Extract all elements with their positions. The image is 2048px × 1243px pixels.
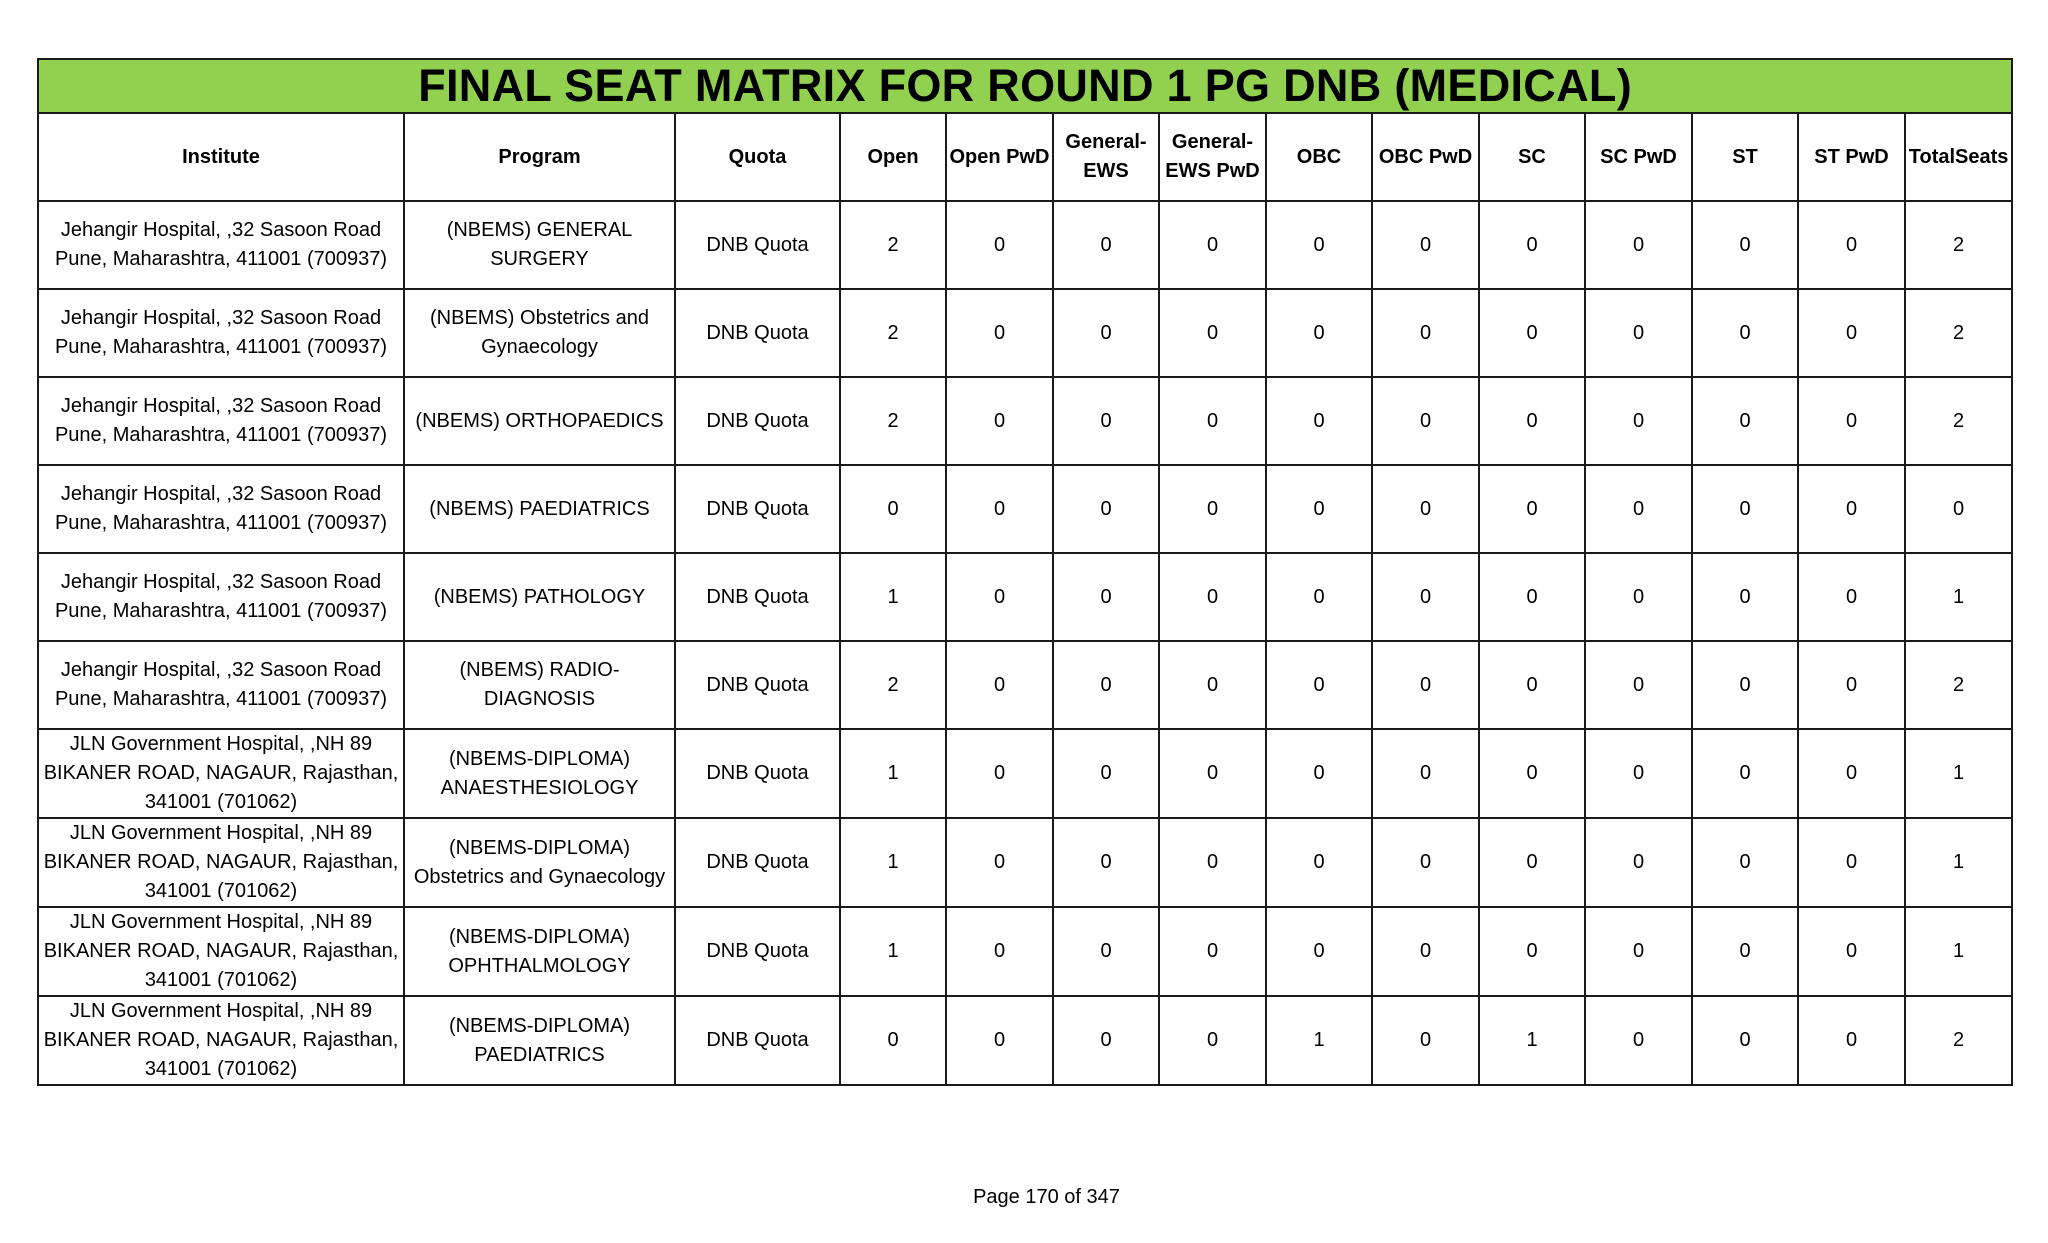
cell-open: 0 [840, 465, 946, 553]
seat-matrix-sheet [37, 58, 2011, 1086]
cell-open-pwd: 0 [946, 289, 1053, 377]
cell-program: (NBEMS-DIPLOMA) ANAESTHESIOLOGY [404, 729, 675, 818]
table-body [38, 201, 2012, 1085]
table-row [38, 818, 2012, 907]
cell-obc-pwd: 0 [1372, 201, 1479, 289]
table-row [38, 289, 2012, 377]
cell-general-ews-pwd: 0 [1159, 818, 1266, 907]
cell-general-ews: 0 [1053, 289, 1159, 377]
cell-obc-pwd: 0 [1372, 553, 1479, 641]
cell-sc: 0 [1479, 818, 1585, 907]
cell-institute: JLN Government Hospital, ,NH 89 BIKANER ROAD, NAGAUR, Rajasthan, 341001 (701062) [38, 996, 404, 1085]
cell-open: 2 [840, 289, 946, 377]
cell-obc: 0 [1266, 641, 1372, 729]
cell-general-ews-pwd: 0 [1159, 729, 1266, 818]
cell-st-pwd: 0 [1798, 289, 1905, 377]
cell-quota: DNB Quota [675, 641, 840, 729]
cell-obc-pwd: 0 [1372, 641, 1479, 729]
table-row [38, 996, 2012, 1085]
cell-general-ews-pwd: 0 [1159, 641, 1266, 729]
cell-open: 1 [840, 729, 946, 818]
cell-open: 2 [840, 641, 946, 729]
cell-st: 0 [1692, 553, 1798, 641]
table-row [38, 465, 2012, 553]
cell-obc-pwd: 0 [1372, 465, 1479, 553]
cell-open-pwd: 0 [946, 377, 1053, 465]
column-header-sc: SC [1479, 113, 1585, 201]
column-header-general-ews-pwd: General-EWS PwD [1159, 113, 1266, 201]
cell-st: 0 [1692, 996, 1798, 1085]
cell-obc-pwd: 0 [1372, 729, 1479, 818]
cell-program: (NBEMS) RADIO-DIAGNOSIS [404, 641, 675, 729]
cell-open-pwd: 0 [946, 907, 1053, 996]
cell-st-pwd: 0 [1798, 907, 1905, 996]
cell-obc: 0 [1266, 729, 1372, 818]
cell-sc-pwd: 0 [1585, 377, 1692, 465]
cell-totalseats: 0 [1905, 465, 2012, 553]
cell-quota: DNB Quota [675, 818, 840, 907]
cell-totalseats: 1 [1905, 553, 2012, 641]
cell-st: 0 [1692, 907, 1798, 996]
cell-sc: 0 [1479, 553, 1585, 641]
cell-obc-pwd: 0 [1372, 818, 1479, 907]
cell-institute: JLN Government Hospital, ,NH 89 BIKANER ROAD, NAGAUR, Rajasthan, 341001 (701062) [38, 818, 404, 907]
cell-sc-pwd: 0 [1585, 641, 1692, 729]
cell-totalseats: 1 [1905, 907, 2012, 996]
cell-program: (NBEMS-DIPLOMA) PAEDIATRICS [404, 996, 675, 1085]
cell-open-pwd: 0 [946, 201, 1053, 289]
cell-quota: DNB Quota [675, 201, 840, 289]
cell-obc: 0 [1266, 377, 1372, 465]
table-row [38, 553, 2012, 641]
cell-institute: Jehangir Hospital, ,32 Sasoon Road Pune, Maharashtra, 411001 (700937) [38, 465, 404, 553]
cell-obc: 0 [1266, 289, 1372, 377]
cell-general-ews-pwd: 0 [1159, 289, 1266, 377]
cell-obc: 0 [1266, 818, 1372, 907]
cell-open: 0 [840, 996, 946, 1085]
cell-open: 2 [840, 377, 946, 465]
cell-general-ews-pwd: 0 [1159, 907, 1266, 996]
cell-sc-pwd: 0 [1585, 729, 1692, 818]
cell-st-pwd: 0 [1798, 465, 1905, 553]
cell-st-pwd: 0 [1798, 377, 1905, 465]
cell-st: 0 [1692, 289, 1798, 377]
cell-totalseats: 2 [1905, 996, 2012, 1085]
cell-program: (NBEMS-DIPLOMA) OPHTHALMOLOGY [404, 907, 675, 996]
table-row [38, 201, 2012, 289]
cell-sc: 0 [1479, 289, 1585, 377]
column-header-institute: Institute [38, 113, 404, 201]
cell-totalseats: 1 [1905, 818, 2012, 907]
cell-st-pwd: 0 [1798, 729, 1905, 818]
cell-obc-pwd: 0 [1372, 996, 1479, 1085]
cell-st-pwd: 0 [1798, 201, 1905, 289]
cell-sc: 0 [1479, 641, 1585, 729]
table-row [38, 377, 2012, 465]
table-row [38, 641, 2012, 729]
cell-obc: 0 [1266, 553, 1372, 641]
cell-open: 1 [840, 907, 946, 996]
cell-program: (NBEMS) Obstetrics and Gynaecology [404, 289, 675, 377]
cell-st: 0 [1692, 818, 1798, 907]
cell-institute: Jehangir Hospital, ,32 Sasoon Road Pune, Maharashtra, 411001 (700937) [38, 289, 404, 377]
cell-general-ews: 0 [1053, 201, 1159, 289]
cell-institute: Jehangir Hospital, ,32 Sasoon Road Pune, Maharashtra, 411001 (700937) [38, 201, 404, 289]
cell-institute: Jehangir Hospital, ,32 Sasoon Road Pune, Maharashtra, 411001 (700937) [38, 553, 404, 641]
cell-st-pwd: 0 [1798, 996, 1905, 1085]
cell-open: 2 [840, 201, 946, 289]
cell-general-ews-pwd: 0 [1159, 996, 1266, 1085]
table-row [38, 907, 2012, 996]
cell-open-pwd: 0 [946, 641, 1053, 729]
header-row [38, 113, 2012, 201]
column-header-quota: Quota [675, 113, 840, 201]
cell-st-pwd: 0 [1798, 553, 1905, 641]
cell-general-ews-pwd: 0 [1159, 377, 1266, 465]
cell-obc-pwd: 0 [1372, 377, 1479, 465]
cell-program: (NBEMS) PATHOLOGY [404, 553, 675, 641]
cell-institute: Jehangir Hospital, ,32 Sasoon Road Pune, Maharashtra, 411001 (700937) [38, 641, 404, 729]
cell-obc: 0 [1266, 465, 1372, 553]
cell-open-pwd: 0 [946, 729, 1053, 818]
cell-obc-pwd: 0 [1372, 289, 1479, 377]
seat-matrix-table [37, 58, 2013, 1086]
cell-open-pwd: 0 [946, 818, 1053, 907]
cell-general-ews: 0 [1053, 996, 1159, 1085]
cell-quota: DNB Quota [675, 996, 840, 1085]
cell-totalseats: 1 [1905, 729, 2012, 818]
cell-obc: 1 [1266, 996, 1372, 1085]
column-header-open-pwd: Open PwD [946, 113, 1053, 201]
cell-program: (NBEMS) ORTHOPAEDICS [404, 377, 675, 465]
cell-sc: 1 [1479, 996, 1585, 1085]
cell-sc: 0 [1479, 377, 1585, 465]
cell-open-pwd: 0 [946, 996, 1053, 1085]
cell-institute: Jehangir Hospital, ,32 Sasoon Road Pune, Maharashtra, 411001 (700937) [38, 377, 404, 465]
column-header-st: ST [1692, 113, 1798, 201]
page-number: Page 170 of 347 [973, 1186, 1120, 1208]
cell-sc: 0 [1479, 907, 1585, 996]
cell-quota: DNB Quota [675, 907, 840, 996]
cell-obc: 0 [1266, 907, 1372, 996]
cell-st: 0 [1692, 377, 1798, 465]
cell-institute: JLN Government Hospital, ,NH 89 BIKANER ROAD, NAGAUR, Rajasthan, 341001 (701062) [38, 907, 404, 996]
cell-institute: JLN Government Hospital, ,NH 89 BIKANER ROAD, NAGAUR, Rajasthan, 341001 (701062) [38, 729, 404, 818]
cell-quota: DNB Quota [675, 289, 840, 377]
cell-general-ews-pwd: 0 [1159, 201, 1266, 289]
cell-st: 0 [1692, 729, 1798, 818]
column-header-program: Program [404, 113, 675, 201]
title-row [38, 59, 2012, 113]
cell-general-ews: 0 [1053, 641, 1159, 729]
cell-general-ews-pwd: 0 [1159, 465, 1266, 553]
cell-open-pwd: 0 [946, 465, 1053, 553]
cell-totalseats: 2 [1905, 201, 2012, 289]
cell-st: 0 [1692, 465, 1798, 553]
cell-obc-pwd: 0 [1372, 907, 1479, 996]
cell-sc-pwd: 0 [1585, 553, 1692, 641]
cell-general-ews: 0 [1053, 907, 1159, 996]
cell-sc-pwd: 0 [1585, 201, 1692, 289]
cell-st-pwd: 0 [1798, 818, 1905, 907]
column-header-st-pwd: ST PwD [1798, 113, 1905, 201]
cell-totalseats: 2 [1905, 289, 2012, 377]
cell-general-ews: 0 [1053, 465, 1159, 553]
cell-st: 0 [1692, 641, 1798, 729]
cell-general-ews: 0 [1053, 377, 1159, 465]
column-header-general-ews: General-EWS [1053, 113, 1159, 201]
cell-quota: DNB Quota [675, 465, 840, 553]
column-header-sc-pwd: SC PwD [1585, 113, 1692, 201]
cell-general-ews: 0 [1053, 729, 1159, 818]
cell-totalseats: 2 [1905, 377, 2012, 465]
cell-sc: 0 [1479, 729, 1585, 818]
cell-open: 1 [840, 553, 946, 641]
cell-quota: DNB Quota [675, 553, 840, 641]
page-title: FINAL SEAT MATRIX FOR ROUND 1 PG DNB (MEDICAL) [418, 60, 1632, 111]
cell-quota: DNB Quota [675, 377, 840, 465]
cell-sc: 0 [1479, 201, 1585, 289]
column-header-totalseats: TotalSeats [1905, 113, 2012, 201]
column-header-open: Open [840, 113, 946, 201]
cell-sc-pwd: 0 [1585, 996, 1692, 1085]
table-row [38, 729, 2012, 818]
cell-st-pwd: 0 [1798, 641, 1905, 729]
cell-obc: 0 [1266, 201, 1372, 289]
cell-sc-pwd: 0 [1585, 289, 1692, 377]
cell-program: (NBEMS) PAEDIATRICS [404, 465, 675, 553]
cell-open-pwd: 0 [946, 553, 1053, 641]
cell-open: 1 [840, 818, 946, 907]
column-header-obc-pwd: OBC PwD [1372, 113, 1479, 201]
cell-general-ews-pwd: 0 [1159, 553, 1266, 641]
cell-sc-pwd: 0 [1585, 818, 1692, 907]
cell-program: (NBEMS-DIPLOMA) Obstetrics and Gynaecology [404, 818, 675, 907]
cell-general-ews: 0 [1053, 818, 1159, 907]
cell-general-ews: 0 [1053, 553, 1159, 641]
cell-sc-pwd: 0 [1585, 907, 1692, 996]
column-header-obc: OBC [1266, 113, 1372, 201]
cell-program: (NBEMS) GENERAL SURGERY [404, 201, 675, 289]
cell-sc: 0 [1479, 465, 1585, 553]
cell-sc-pwd: 0 [1585, 465, 1692, 553]
cell-totalseats: 2 [1905, 641, 2012, 729]
cell-quota: DNB Quota [675, 729, 840, 818]
cell-st: 0 [1692, 201, 1798, 289]
